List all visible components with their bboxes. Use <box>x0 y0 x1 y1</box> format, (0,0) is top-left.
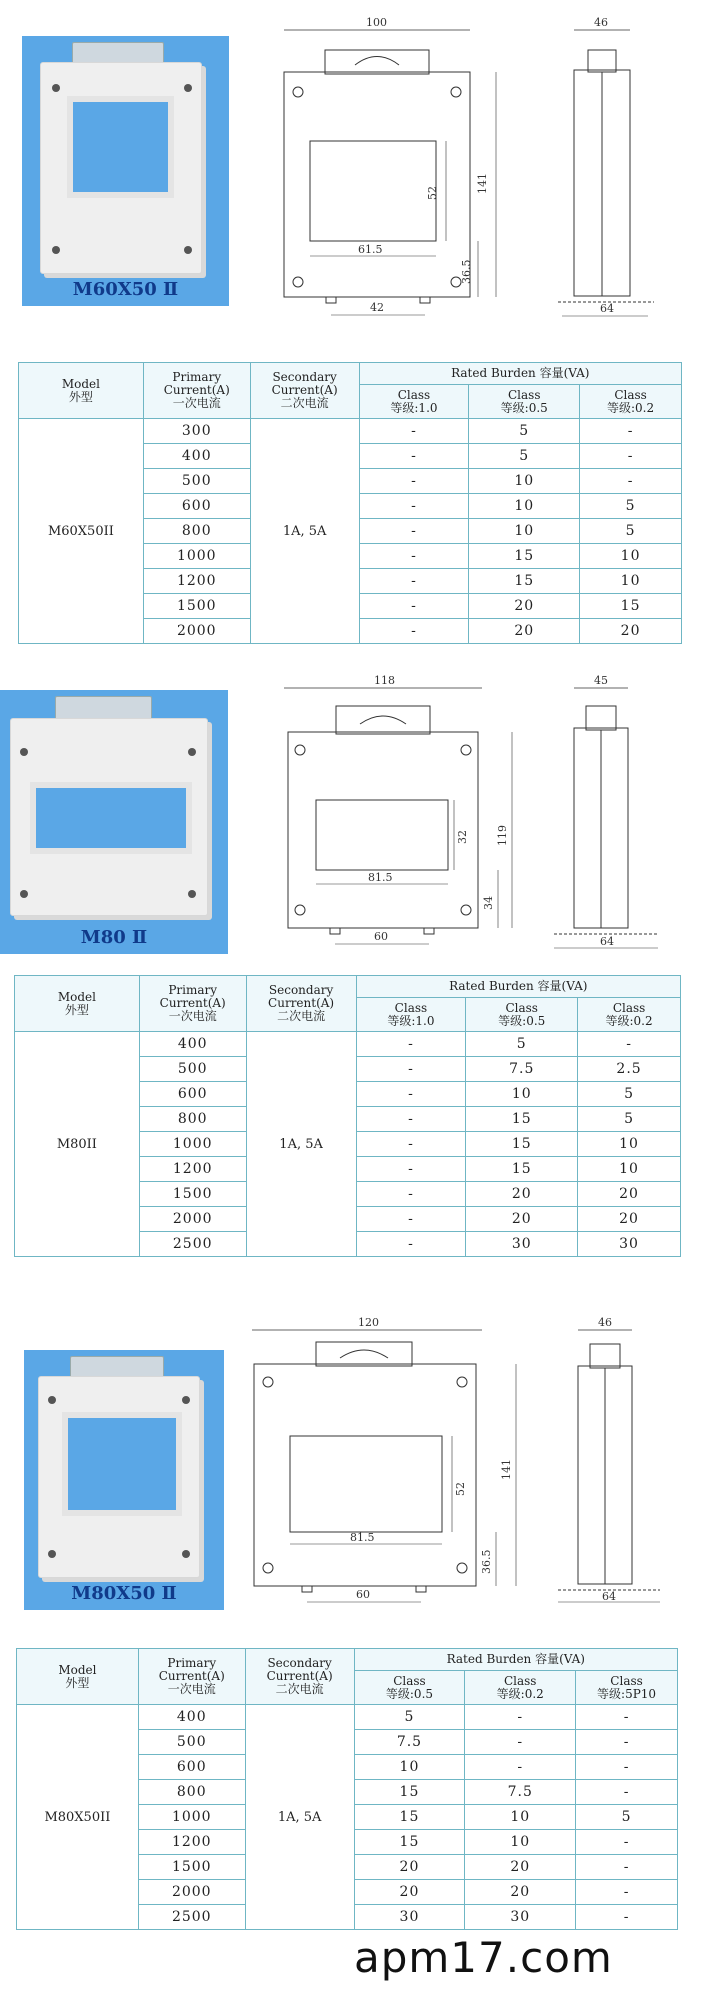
primary-current-cell: 1000 <box>143 544 250 569</box>
burden-cell: 2.5 <box>578 1057 681 1082</box>
burden-cell: 5 <box>576 1805 678 1830</box>
burden-cell: 15 <box>354 1830 465 1855</box>
header-class: Class 等级:0.2 <box>578 998 681 1032</box>
spec-table-m60x50 <box>18 362 682 644</box>
primary-current-cell: 800 <box>139 1107 246 1132</box>
primary-current-cell: 1000 <box>139 1132 246 1157</box>
primary-current-cell: 400 <box>138 1705 245 1730</box>
dim-height: 119 <box>496 825 509 846</box>
dim-mount-pitch: 60 <box>374 930 388 943</box>
dim-mount-pitch: 42 <box>370 301 384 314</box>
burden-cell: - <box>356 1057 466 1082</box>
burden-cell: 15 <box>354 1780 465 1805</box>
product-section-m80 <box>0 650 720 1300</box>
burden-cell: - <box>356 1207 466 1232</box>
dim-depth: 46 <box>594 16 608 29</box>
primary-current-cell: 500 <box>143 469 250 494</box>
mount-hole <box>48 1550 56 1558</box>
burden-cell: 7.5 <box>466 1057 578 1082</box>
burden-cell: 20 <box>466 1207 578 1232</box>
burden-cell: - <box>359 569 469 594</box>
burden-cell: - <box>580 469 682 494</box>
burden-cell: 20 <box>580 619 682 644</box>
burden-cell: 5 <box>469 419 580 444</box>
burden-cell: 7.5 <box>465 1780 576 1805</box>
header-class: Class 等级:0.5 <box>466 998 578 1032</box>
burden-cell: 10 <box>465 1805 576 1830</box>
primary-current-cell: 2000 <box>143 619 250 644</box>
mount-hole <box>188 890 196 898</box>
burden-cell: 10 <box>469 494 580 519</box>
mount-hole <box>20 890 28 898</box>
burden-cell: - <box>576 1705 678 1730</box>
burden-cell: - <box>576 1755 678 1780</box>
burden-cell: - <box>356 1182 466 1207</box>
header-primary-current: Primary Current(A) 一次电流 <box>138 1649 245 1705</box>
burden-cell: 15 <box>469 569 580 594</box>
burden-cell: 30 <box>578 1232 681 1257</box>
header-secondary-current: Secondary Current(A) 二次电流 <box>250 363 359 419</box>
burden-cell: 20 <box>466 1182 578 1207</box>
burden-cell: - <box>576 1905 678 1930</box>
product-photo <box>22 36 229 306</box>
burden-cell: 10 <box>465 1830 576 1855</box>
table-body <box>19 419 682 644</box>
secondary-current-cell: 1A, 5A <box>246 1032 356 1257</box>
burden-cell: 5 <box>466 1032 578 1057</box>
burden-cell: - <box>576 1730 678 1755</box>
burden-cell: 10 <box>469 519 580 544</box>
burden-cell: 30 <box>466 1232 578 1257</box>
primary-current-cell: 1200 <box>143 569 250 594</box>
burden-cell: 15 <box>466 1157 578 1182</box>
ct-window <box>62 1412 182 1516</box>
table-row <box>19 419 682 444</box>
header-secondary-current: Secondary Current(A) 二次电流 <box>246 976 356 1032</box>
burden-cell: 20 <box>354 1880 465 1905</box>
dim-bottom-offset: 36.5 <box>460 259 473 284</box>
spec-table-m80x50 <box>16 1648 678 1930</box>
dim-mount-pitch: 60 <box>356 1588 370 1601</box>
header-class: Class 等级:0.2 <box>580 385 682 419</box>
burden-cell: 10 <box>578 1157 681 1182</box>
burden-cell: 15 <box>466 1107 578 1132</box>
mount-hole <box>184 84 192 92</box>
header-primary-current: Primary Current(A) 一次电流 <box>143 363 250 419</box>
burden-cell: - <box>576 1830 678 1855</box>
mount-hole <box>188 748 196 756</box>
primary-current-cell: 2000 <box>139 1207 246 1232</box>
dim-bottom-offset: 34 <box>482 896 495 910</box>
primary-current-cell: 1000 <box>138 1805 245 1830</box>
primary-current-cell: 300 <box>143 419 250 444</box>
burden-cell: - <box>356 1132 466 1157</box>
product-section-m60x50 <box>0 0 720 650</box>
burden-cell: - <box>356 1082 466 1107</box>
side-view-drawing <box>548 10 678 330</box>
header-model: Model 外型 <box>15 976 140 1032</box>
dim-depth: 45 <box>594 674 608 687</box>
primary-current-cell: 1200 <box>139 1157 246 1182</box>
header-rated-burden: Rated Burden 容量(VA) <box>356 976 680 998</box>
header-model: Model 外型 <box>19 363 144 419</box>
header-rated-burden: Rated Burden 容量(VA) <box>359 363 681 385</box>
burden-cell: - <box>356 1232 466 1257</box>
burden-cell: - <box>356 1157 466 1182</box>
dim-base-width: 64 <box>600 935 614 948</box>
dim-base-width: 64 <box>602 1590 616 1603</box>
dim-height: 141 <box>500 1459 513 1480</box>
table-body <box>15 1032 681 1257</box>
burden-cell: 15 <box>469 544 580 569</box>
dim-window-width: 81.5 <box>350 1531 375 1544</box>
primary-current-cell: 2000 <box>138 1880 245 1905</box>
primary-current-cell: 600 <box>138 1755 245 1780</box>
primary-current-cell: 600 <box>143 494 250 519</box>
dim-window-width: 61.5 <box>358 243 383 256</box>
burden-cell: - <box>576 1780 678 1805</box>
primary-current-cell: 1500 <box>143 594 250 619</box>
front-view-drawing <box>246 1310 536 1610</box>
product-photo <box>24 1350 224 1610</box>
header-secondary-current: Secondary Current(A) 二次电流 <box>245 1649 354 1705</box>
burden-cell: 15 <box>580 594 682 619</box>
primary-current-cell: 400 <box>143 444 250 469</box>
burden-cell: 10 <box>580 569 682 594</box>
burden-cell: - <box>359 594 469 619</box>
burden-cell: 20 <box>469 619 580 644</box>
site-watermark: apm17.com <box>354 1933 613 1982</box>
dim-bottom-offset: 36.5 <box>480 1549 493 1574</box>
burden-cell: 5 <box>354 1705 465 1730</box>
burden-cell: - <box>359 444 469 469</box>
dim-window-width: 81.5 <box>368 871 393 884</box>
table-body <box>17 1705 678 1930</box>
burden-cell: - <box>580 419 682 444</box>
dim-width: 118 <box>374 674 395 687</box>
model-caption: M80 Ⅱ <box>80 927 148 948</box>
primary-current-cell: 500 <box>138 1730 245 1755</box>
primary-current-cell: 800 <box>143 519 250 544</box>
primary-current-cell: 1200 <box>138 1830 245 1855</box>
burden-cell: 20 <box>578 1207 681 1232</box>
primary-current-cell: 500 <box>139 1057 246 1082</box>
mount-hole <box>184 246 192 254</box>
model-caption: M60X50 Ⅱ <box>72 279 179 300</box>
side-view-drawing <box>548 1310 678 1610</box>
table-row <box>17 1705 678 1730</box>
dim-window-height: 32 <box>456 830 469 844</box>
model-cell: M60X50II <box>19 419 144 644</box>
primary-current-cell: 400 <box>139 1032 246 1057</box>
burden-cell: - <box>578 1032 681 1057</box>
burden-cell: 10 <box>578 1132 681 1157</box>
header-class: Class 等级:1.0 <box>356 998 466 1032</box>
header-rated-burden: Rated Burden 容量(VA) <box>354 1649 677 1671</box>
burden-cell: - <box>576 1880 678 1905</box>
header-class: Class 等级:1.0 <box>359 385 469 419</box>
header-model: Model 外型 <box>17 1649 139 1705</box>
header-class: Class 等级:0.2 <box>465 1671 576 1705</box>
dim-width: 120 <box>358 1316 379 1329</box>
burden-cell: 20 <box>354 1855 465 1880</box>
burden-cell: - <box>359 519 469 544</box>
burden-cell: - <box>359 544 469 569</box>
dim-base-width: 64 <box>600 302 614 315</box>
burden-cell: 5 <box>469 444 580 469</box>
spec-table-m80 <box>14 975 681 1257</box>
mount-hole <box>182 1396 190 1404</box>
product-photo <box>0 690 228 954</box>
burden-cell: - <box>576 1855 678 1880</box>
burden-cell: - <box>359 619 469 644</box>
burden-cell: 20 <box>469 594 580 619</box>
mount-hole <box>182 1550 190 1558</box>
model-caption: M80X50 Ⅱ <box>71 1583 177 1604</box>
primary-current-cell: 2500 <box>139 1232 246 1257</box>
burden-cell: 5 <box>578 1107 681 1132</box>
burden-cell: - <box>356 1107 466 1132</box>
burden-cell: - <box>465 1730 576 1755</box>
burden-cell: - <box>356 1032 466 1057</box>
header-class: Class 等级:0.5 <box>354 1671 465 1705</box>
header-class: Class 等级:0.5 <box>469 385 580 419</box>
burden-cell: 7.5 <box>354 1730 465 1755</box>
burden-cell: - <box>580 444 682 469</box>
dim-window-height: 52 <box>426 186 439 200</box>
burden-cell: - <box>359 469 469 494</box>
dim-window-height: 52 <box>454 1482 467 1496</box>
burden-cell: 5 <box>580 519 682 544</box>
header-primary-current: Primary Current(A) 一次电流 <box>139 976 246 1032</box>
primary-current-cell: 1500 <box>138 1855 245 1880</box>
secondary-current-cell: 1A, 5A <box>250 419 359 644</box>
secondary-current-cell: 1A, 5A <box>245 1705 354 1930</box>
primary-current-cell: 800 <box>138 1780 245 1805</box>
ct-window <box>30 782 192 854</box>
mount-hole <box>52 84 60 92</box>
front-view-drawing <box>270 660 530 960</box>
burden-cell: - <box>465 1755 576 1780</box>
burden-cell: 20 <box>465 1855 576 1880</box>
product-section-m80x50 <box>0 1300 720 2003</box>
mount-hole <box>20 748 28 756</box>
burden-cell: - <box>359 494 469 519</box>
model-cell: M80X50II <box>17 1705 139 1930</box>
primary-current-cell: 1500 <box>139 1182 246 1207</box>
primary-current-cell: 2500 <box>138 1905 245 1930</box>
burden-cell: 15 <box>466 1132 578 1157</box>
burden-cell: 20 <box>578 1182 681 1207</box>
dim-depth: 46 <box>598 1316 612 1329</box>
burden-cell: - <box>465 1705 576 1730</box>
mount-hole <box>48 1396 56 1404</box>
model-cell: M80II <box>15 1032 140 1257</box>
ct-window <box>67 96 174 198</box>
dim-height: 141 <box>476 173 489 194</box>
burden-cell: 10 <box>354 1755 465 1780</box>
table-row <box>15 1032 681 1057</box>
side-view-drawing <box>540 660 680 960</box>
burden-cell: - <box>359 419 469 444</box>
burden-cell: 10 <box>469 469 580 494</box>
burden-cell: 5 <box>578 1082 681 1107</box>
burden-cell: 15 <box>354 1805 465 1830</box>
mount-hole <box>52 246 60 254</box>
burden-cell: 30 <box>354 1905 465 1930</box>
burden-cell: 10 <box>466 1082 578 1107</box>
front-view-drawing <box>270 10 520 330</box>
primary-current-cell: 600 <box>139 1082 246 1107</box>
burden-cell: 10 <box>580 544 682 569</box>
burden-cell: 30 <box>465 1905 576 1930</box>
burden-cell: 20 <box>465 1880 576 1905</box>
dim-width: 100 <box>366 16 387 29</box>
header-class: Class 等级:5P10 <box>576 1671 678 1705</box>
burden-cell: 5 <box>580 494 682 519</box>
